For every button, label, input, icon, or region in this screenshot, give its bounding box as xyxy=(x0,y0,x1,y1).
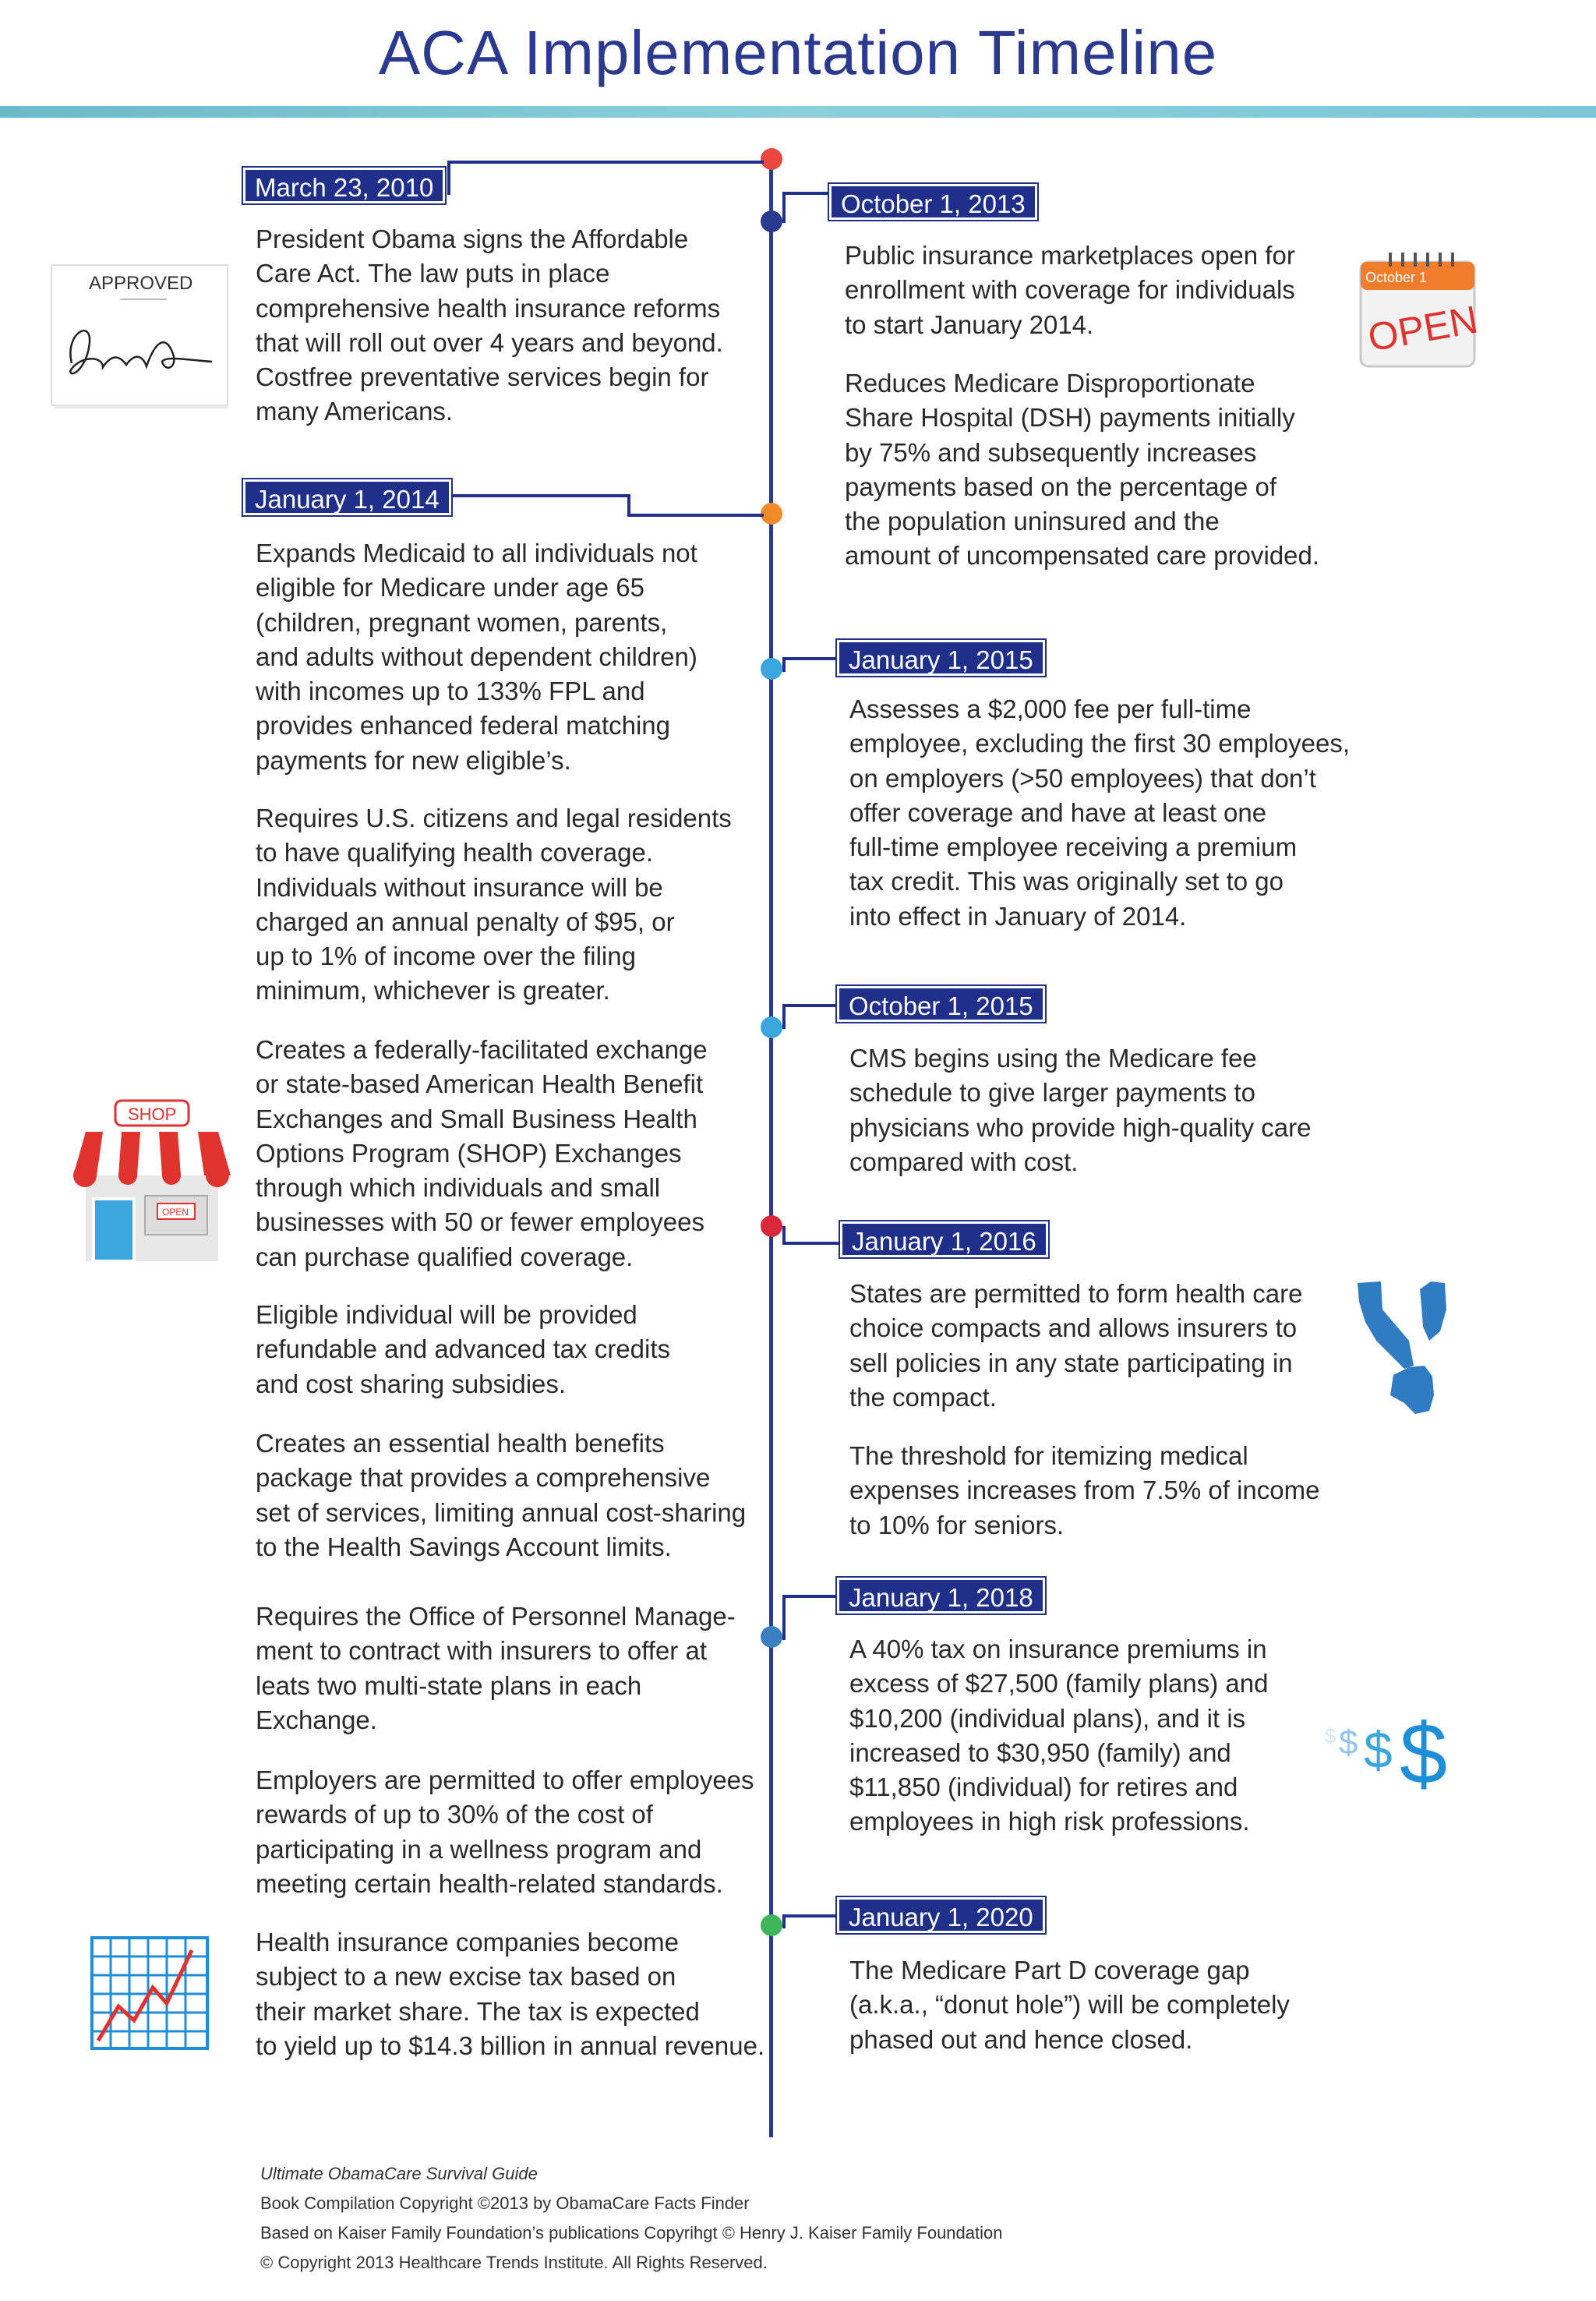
entry-text-line: leats two multi-state plans in each xyxy=(256,1670,642,1700)
connector-jan-2020 xyxy=(782,1914,843,1928)
connector-jan-2015 xyxy=(782,657,843,672)
entry-text-line: amount of uncompensated care provided. xyxy=(845,541,1320,571)
entry-text-line: through which individuals and small xyxy=(256,1173,661,1203)
storefront-icon xyxy=(70,1097,234,1264)
entry-text-line: and adults without dependent children) xyxy=(256,642,697,671)
entry-text-line: to yield up to $14.3 billion in annual revenue. xyxy=(256,2031,765,2060)
entry-text-line: the compact. xyxy=(849,1382,997,1412)
timeline-dot-jan-2015 xyxy=(761,658,782,680)
entry-text xyxy=(256,1298,670,1401)
entry-text-line: Health insurance companies become xyxy=(256,1928,679,1956)
entry-text-line: employee, excluding the first 30 employees, xyxy=(849,729,1351,758)
entry-text xyxy=(849,1953,1290,2057)
entry-text-line: The threshold for itemizing medical xyxy=(849,1441,1248,1470)
entry-text-line: States are permitted to form health care xyxy=(849,1279,1303,1308)
entry-text-line: set of services, limiting annual cost-sharing xyxy=(256,1497,747,1527)
entry-text-line: or state-based American Health Benefit xyxy=(256,1069,704,1099)
entry-text-line: with incomes up to 133% FPL and xyxy=(256,677,645,706)
date-label-oct-2013: October 1, 2013 xyxy=(829,184,1037,220)
entry-text xyxy=(256,1599,736,1737)
entry-text-line: Creates a federally-facilitated exchange xyxy=(256,1035,708,1064)
entry-text-line: Options Program (SHOP) Exchanges xyxy=(256,1138,682,1168)
connector-jan-2014b xyxy=(627,494,764,517)
entry-text-line: Exchanges and Small Business Health xyxy=(256,1104,697,1133)
svg-text:$: $ xyxy=(1325,1724,1336,1748)
entry-text-line: phased out and hence closed. xyxy=(849,2024,1193,2054)
timeline-dot-jan-2018 xyxy=(761,1626,782,1648)
entry-text-line: compared with cost. xyxy=(849,1147,1079,1176)
calendar-open-icon xyxy=(1354,248,1481,373)
page-title: ACA Implementation Timeline xyxy=(378,18,1218,87)
entry-text-line: CMS begins using the Medicare fee xyxy=(849,1044,1257,1073)
entry-text xyxy=(845,239,1295,342)
entry-text xyxy=(849,1041,1312,1179)
entry-text xyxy=(845,366,1319,574)
entry-text xyxy=(256,1763,754,1901)
entry-text-line: Assesses a $2,000 fee per full-time xyxy=(849,695,1252,723)
entry-text-line: can purchase qualified coverage. xyxy=(256,1242,634,1271)
entry-text-line: Requires the Office of Personnel Manage- xyxy=(256,1602,736,1631)
entry-text-line: the population uninsured and the xyxy=(845,507,1220,536)
connector-2010 xyxy=(447,161,764,195)
date-label-jan-2014: January 1, 2014 xyxy=(243,479,451,515)
entry-text-line: choice compacts and allows insurers to xyxy=(849,1313,1298,1343)
entry-text-line: Individuals without insurance will be xyxy=(256,872,663,902)
entry-text-line: to 10% for seniors. xyxy=(849,1510,1065,1539)
entry-text-line: comprehensive health insurance reforms xyxy=(256,293,721,323)
entry-text-line: (a.k.a., “donut hole”) will be completely xyxy=(849,1990,1290,2020)
entry-text xyxy=(849,692,1350,934)
entry-text xyxy=(256,1925,764,2063)
footer-line: Book Compilation Copyright ©2013 by ObamaCare Facts Finder xyxy=(260,2193,750,2213)
entry-text-line: their market share. The tax is expected xyxy=(256,1996,700,2026)
entry-text-line: payments for new eligible’s. xyxy=(256,745,571,775)
entry-text-line: provides enhanced federal matching xyxy=(256,711,671,740)
entry-text-line: by 75% and subsequently increases xyxy=(845,437,1257,467)
entry-text-line: on employers (>50 employees) that don’t xyxy=(849,763,1316,793)
entry-text-line: excess of $27,500 (family plans) and xyxy=(849,1669,1269,1698)
entry-text-line: physicians who provide high-quality care xyxy=(849,1112,1312,1142)
svg-text:$: $ xyxy=(1400,1706,1448,1790)
footer-line: Ultimate ObamaCare Survival Guide xyxy=(260,2164,538,2183)
entry-text-line: Care Act. The law puts in place xyxy=(256,259,610,288)
entry-text xyxy=(256,1426,746,1564)
entry-text-line: Employers are permitted to offer employees xyxy=(256,1766,754,1794)
entry-text-line: A 40% tax on insurance premiums in xyxy=(849,1635,1267,1663)
date-label-march-2010: March 23, 2010 xyxy=(243,168,445,203)
entry-text-line: refundable and advanced tax credits xyxy=(256,1334,671,1364)
svg-text:$: $ xyxy=(1364,1721,1393,1779)
footer-credits xyxy=(260,2159,1002,2278)
signed-document-icon xyxy=(48,262,232,410)
entry-text-line: Eligible individual will be provided xyxy=(256,1300,637,1329)
entry-text-line: payments based on the percentage of xyxy=(845,472,1277,501)
entry-text-line: offer coverage and have at least one xyxy=(849,797,1267,827)
entry-text-line: participating in a wellness program and xyxy=(256,1834,702,1864)
dollar-signs-icon xyxy=(1325,1696,1457,1790)
entry-text-line: Reduces Medicare Disproportionate xyxy=(845,369,1255,398)
connector-jan-2018 xyxy=(782,1595,843,1640)
title-divider xyxy=(0,106,1596,118)
connector-oct-2015 xyxy=(782,1004,843,1029)
entry-text-line: package that provides a comprehensive xyxy=(256,1463,711,1493)
entry-text-line: and cost sharing subsidies. xyxy=(256,1369,567,1398)
footer-line: Based on Kaiser Family Foundation’s publications Copyrihgt © Henry J. Kaiser Family Foundation xyxy=(260,2223,1003,2243)
entry-text-line: rewards of up to 30% of the cost of xyxy=(256,1800,653,1829)
entry-text-line: to the Health Savings Account limits. xyxy=(256,1532,672,1561)
shop-sign-text: SHOP xyxy=(128,1105,177,1124)
entry-text-line: The Medicare Part D coverage gap xyxy=(849,1956,1250,1985)
entry-text-line: (children, pregnant women, parents, xyxy=(256,607,668,637)
timeline-dot-jan-2014 xyxy=(761,503,782,525)
entry-text-line: Costfree preventative services begin for xyxy=(256,362,709,392)
calendar-header-text: October 1 xyxy=(1365,270,1428,285)
calendar-body-text: OPEN xyxy=(1365,297,1481,360)
entry-text-line: sell policies in any state participating in xyxy=(849,1348,1293,1377)
entry-text xyxy=(849,1439,1319,1543)
entry-text-line: minimum, whichever is greater. xyxy=(256,976,610,1006)
date-label-jan-2018: January 1, 2018 xyxy=(837,1578,1045,1614)
date-label-jan-2016: January 1, 2016 xyxy=(840,1221,1048,1257)
timeline-dot-jan-2016 xyxy=(761,1215,782,1237)
entry-text-line: tax credit. This was originally set to go xyxy=(849,867,1284,896)
entry-text-line: expenses increases from 7.5% of income xyxy=(849,1476,1320,1505)
entry-text-line: businesses with 50 or fewer employees xyxy=(256,1207,704,1237)
entry-text xyxy=(849,1277,1302,1415)
entry-text-line: $11,850 (individual) for retires and xyxy=(849,1773,1238,1802)
entry-text xyxy=(256,222,723,429)
entry-text-line: that will roll out over 4 years and beyond. xyxy=(256,327,723,357)
entry-text-line: increased to $30,950 (family) and xyxy=(849,1737,1231,1767)
entry-text-line: schedule to give larger payments to xyxy=(849,1078,1255,1108)
entry-text-line: into effect in January of 2014. xyxy=(849,901,1187,931)
entry-text-line: up to 1% of income over the filing xyxy=(256,942,636,971)
entry-text-line: many Americans. xyxy=(256,397,454,426)
timeline-dot-oct-2015 xyxy=(761,1016,782,1038)
entry-text xyxy=(849,1632,1268,1840)
footer-line: © Copyright 2013 Healthcare Trends Institute. All Rights Reserved. xyxy=(260,2253,768,2272)
entry-text-line: eligible for Medicare under age 65 xyxy=(256,573,644,603)
entry-text-line: enrollment with coverage for individuals xyxy=(845,275,1295,305)
entry-text-line: meeting certain health-related standards. xyxy=(256,1868,723,1898)
shop-door-sign-text: OPEN xyxy=(162,1207,189,1218)
approved-stamp-text: APPROVED xyxy=(89,273,193,294)
timeline-dot-2010 xyxy=(761,148,782,170)
entry-text-line: employees in high risk professions. xyxy=(849,1807,1250,1836)
timeline-dot-oct-2013 xyxy=(761,210,782,232)
timeline-spine xyxy=(769,157,773,2137)
entry-text-line: President Obama signs the Affordable xyxy=(256,224,689,253)
date-label-jan-2020: January 1, 2020 xyxy=(837,1897,1045,1933)
entry-text xyxy=(256,801,732,1009)
entry-text-line: Requires U.S. citizens and legal residents xyxy=(256,804,732,832)
entry-text-line: full-time employee receiving a premium xyxy=(849,832,1298,862)
entry-text-line: $10,200 (individual plans), and it is xyxy=(849,1703,1246,1733)
date-label-oct-2015: October 1, 2015 xyxy=(837,986,1045,1022)
entry-text-line: to start January 2014. xyxy=(845,309,1094,339)
entry-text-line: to have qualifying health coverage. xyxy=(256,838,654,868)
entry-text-line: Expands Medicaid to all individuals not xyxy=(256,539,697,567)
entry-text xyxy=(256,536,697,778)
date-label-jan-2015: January 1, 2015 xyxy=(837,640,1045,676)
entry-text-line: charged an annual penalty of $95, or xyxy=(256,907,675,936)
connector-oct-2013 xyxy=(782,192,835,223)
us-states-map-icon xyxy=(1354,1278,1454,1420)
entry-text-line: Share Hospital (DSH) payments initially xyxy=(845,403,1295,433)
entry-text-line: ment to contract with insurers to offer at xyxy=(256,1636,707,1666)
entry-text xyxy=(256,1033,708,1274)
entry-text-line: Exchange. xyxy=(256,1705,377,1734)
svg-text:$: $ xyxy=(1339,1723,1358,1762)
connector-jan-2014 xyxy=(447,494,629,497)
entry-text-line: subject to a new excise tax based on xyxy=(256,1962,676,1992)
rising-chart-icon xyxy=(90,1936,209,2050)
entry-text-line: Public insurance marketplaces open for xyxy=(845,241,1295,270)
entry-text-line: Creates an essential health benefits xyxy=(256,1429,665,1458)
